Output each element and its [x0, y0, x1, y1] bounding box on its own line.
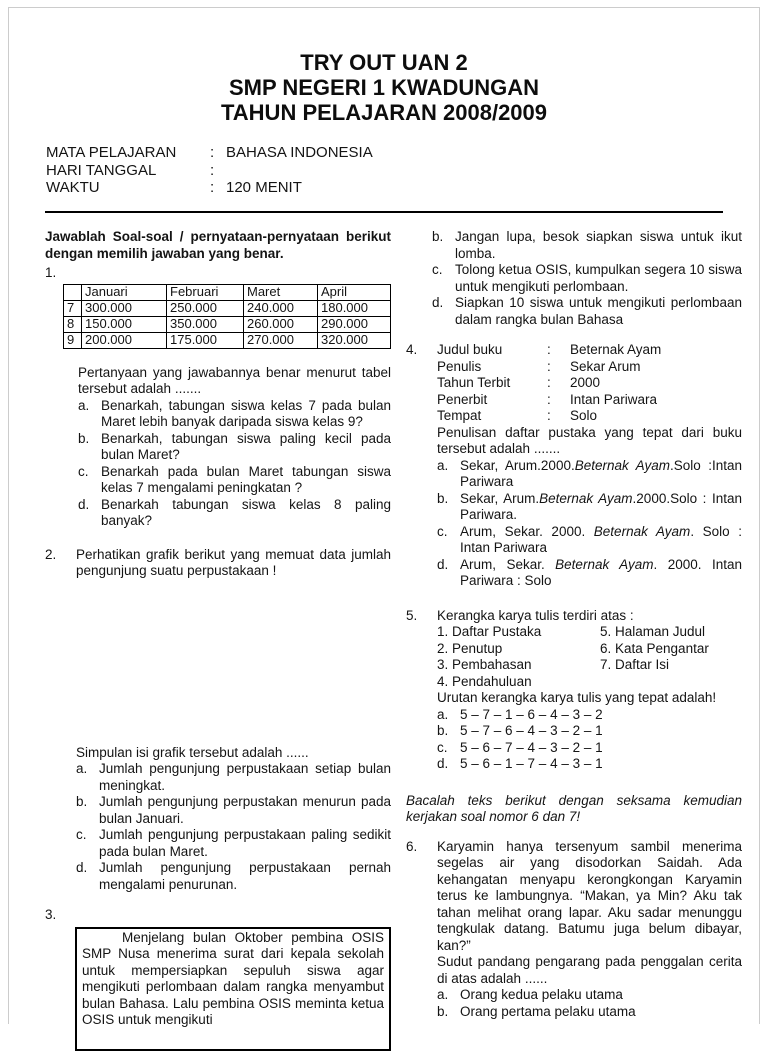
table-header-row [64, 284, 391, 300]
option-letter: a. [437, 987, 449, 1002]
book-field-title [437, 342, 742, 359]
table-cell: 290.000 [318, 316, 391, 332]
book-title: Beternak Ayam [574, 457, 671, 473]
option-d [78, 497, 391, 530]
question-2-conclusion: Simpulan isi grafik tersebut adalah ...... [76, 744, 309, 760]
option-b [432, 229, 742, 262]
option-c [76, 827, 391, 860]
field-colon: : [547, 408, 551, 423]
question-3-number: 3. [45, 907, 57, 922]
question-4-body [437, 342, 742, 590]
option-letter: a. [437, 706, 449, 722]
option-letter: b. [432, 229, 444, 244]
option-letter: d. [78, 496, 90, 512]
question-6-prompt: Sudut pandang pengarang pada penggalan cerita di atas adalah ...... [437, 954, 742, 986]
field-label: Penerbit [437, 391, 488, 407]
field-value: Beternak Ayam [570, 342, 662, 357]
option-letter: a. [437, 457, 449, 473]
option-text: 5 – 6 – 1 – 7 – 4 – 3 – 1 [460, 756, 603, 771]
question-5-heading: Kerangka karya tulis terdiri atas : [437, 607, 634, 623]
citation-pre: Arum, Sekar. 2000. [460, 523, 594, 539]
option-letter: b. [78, 430, 90, 446]
option-a [78, 398, 391, 431]
option-a [437, 987, 742, 1004]
question-6-body [437, 839, 742, 1021]
option-text: Tolong ketua OSIS, kumpulkan segera 10 siswa untuk mengikuti perlombaan. [455, 262, 742, 294]
book-title: Beternak Ayam [555, 556, 654, 572]
option-letter: c. [432, 262, 443, 277]
option-d [437, 557, 742, 590]
question-6 [406, 839, 742, 1021]
table-cell: 150.000 [82, 316, 167, 332]
question-4-text: Penulisan daftar pustaka yang tepat dari buku tersebut adalah ....... [437, 424, 742, 456]
table-cell: 350.000 [167, 316, 244, 332]
option-c [437, 524, 742, 557]
option-letter: c. [437, 739, 448, 755]
exam-title: TRY OUT UAN 2 [300, 50, 468, 75]
meta-row-date [46, 162, 373, 180]
option-text: Benarkah pada bulan Maret tabungan siswa kelas 7 mengalami peningkatan ? [101, 463, 391, 495]
table-header-cell [64, 284, 82, 300]
outline-item-row [437, 641, 742, 658]
outline-item: 4. Pendahuluan [437, 673, 532, 689]
meta-label: MATA PELAJARAN [46, 144, 177, 161]
meta-value: 120 MENIT [226, 179, 302, 196]
option-a [437, 707, 742, 724]
option-text [460, 491, 742, 524]
question-5-number: 5. [406, 607, 418, 623]
question-1-body [78, 365, 391, 530]
passage-box [75, 927, 391, 1051]
option-letter: d. [432, 295, 444, 310]
table-cell: 320.000 [318, 332, 391, 348]
option-letter: a. [76, 761, 88, 776]
option-text: 5 – 7 – 1 – 6 – 4 – 3 – 2 [460, 706, 603, 722]
savings-table [63, 284, 391, 349]
field-colon: : [547, 342, 551, 357]
option-b [76, 794, 391, 827]
table-row [64, 332, 391, 348]
field-colon: : [547, 358, 551, 374]
outline-item: 2. Penutup [437, 640, 503, 656]
table-row [64, 316, 391, 332]
option-text [460, 557, 742, 590]
meta-label: WAKTU [46, 179, 100, 196]
exam-meta [46, 144, 373, 197]
table-cell: 7 [64, 300, 82, 316]
field-value: 2000 [570, 375, 601, 390]
option-text: Orang pertama pelaku utama [460, 1003, 636, 1019]
option-text: Benarkah, tabungan siswa paling kecil pada bulan Maret? [101, 430, 391, 462]
citation-post: .Solo :Intan Pariwara [460, 457, 742, 489]
table-header-cell: Maret [244, 284, 318, 300]
option-text: Benarkah, tabungan siswa kelas 7 pada bulan Maret lebih banyak daripada siswa kelas 9? [101, 397, 391, 429]
field-value: Solo [570, 408, 598, 423]
citation-post: . Solo : Intan Pariwara [460, 523, 742, 555]
option-b [437, 723, 742, 740]
option-d [437, 756, 742, 773]
option-text: 5 – 6 – 7 – 4 – 3 – 2 – 1 [460, 739, 603, 755]
meta-colon: : [210, 161, 215, 179]
option-text: Jumlah pengunjung perpustakaan paling sedikit pada bulan Maret. [99, 827, 391, 859]
outline-item-row [437, 674, 742, 691]
option-letter: d. [76, 860, 88, 875]
table-cell: 180.000 [318, 300, 391, 316]
outline-item-row [437, 624, 742, 641]
meta-value: BAHASA INDONESIA [226, 144, 373, 161]
question-5-body [437, 608, 742, 773]
option-a [437, 458, 742, 491]
school-name: SMP NEGERI 1 KWADUNGAN [228, 75, 540, 100]
question-2-number: 2. [45, 546, 57, 562]
option-text: Jumlah pengunjung perpustakaan pernah mengalami penurunan. [99, 860, 391, 892]
table-cell: 260.000 [244, 316, 318, 332]
field-label: Penulis [437, 358, 482, 374]
option-letter: a. [78, 397, 90, 413]
field-colon: : [547, 391, 551, 407]
table-cell: 270.000 [244, 332, 318, 348]
option-d [432, 295, 742, 328]
option-letter: c. [76, 827, 87, 842]
general-instruction: Jawablah Soal-soal / pernyataan-pernyataan berikut dengan memilih jawaban yang benar. [45, 229, 391, 261]
outline-item-row [437, 657, 742, 674]
table-header-cell: Januari [82, 284, 167, 300]
book-field-place [437, 408, 742, 425]
outline-item: 1. Daftar Pustaka [437, 624, 542, 639]
option-a [76, 761, 391, 794]
outline-item: 6. Kata Pengantar [600, 640, 709, 656]
academic-year: TAHUN PELAJARAN 2008/2009 [220, 100, 548, 125]
table-cell: 9 [64, 332, 82, 348]
option-text: Benarkah tabungan siswa kelas 8 paling banyak? [101, 496, 391, 528]
graph-placeholder [76, 580, 391, 745]
option-text: 5 – 7 – 6 – 4 – 3 – 2 – 1 [460, 723, 603, 738]
option-text: Jangan lupa, besok siapkan siswa untuk ikut lomba. [455, 229, 742, 261]
question-3-options [432, 229, 742, 328]
question-2-body [76, 547, 391, 894]
option-b [78, 431, 391, 464]
citation-pre: Arum, Sekar. [460, 556, 556, 572]
option-c [437, 740, 742, 757]
question-1-text: Pertanyaan yang jawabannya benar menurut tabel tersebut adalah ....... [78, 364, 391, 396]
table-cell: 240.000 [244, 300, 318, 316]
left-column [45, 229, 391, 1051]
question-5 [406, 608, 742, 773]
field-label: Tahun Terbit [437, 375, 511, 390]
meta-row-duration [46, 179, 373, 197]
table-cell: 250.000 [167, 300, 244, 316]
book-title: Beternak Ayam [539, 490, 633, 506]
option-letter: d. [437, 556, 449, 572]
question-2 [45, 547, 391, 894]
option-c [432, 262, 742, 295]
book-field-year [437, 375, 742, 392]
book-field-publisher [437, 392, 742, 409]
header-divider [45, 211, 723, 213]
meta-colon: : [210, 179, 215, 196]
book-field-author [437, 359, 742, 376]
field-label: Tempat [437, 408, 482, 423]
citation-pre: Sekar, Arum. [460, 490, 540, 506]
meta-label: HARI TANGGAL [46, 161, 157, 179]
option-c [78, 464, 391, 497]
question-5-prompt: Urutan kerangka karya tulis yang tepat adalah! [437, 690, 717, 705]
option-letter: c. [78, 463, 89, 479]
question-1-number: 1. [45, 265, 57, 280]
field-value: Sekar Arum [570, 358, 641, 374]
outline-item: 5. Halaman Judul [600, 624, 706, 639]
option-b [437, 1004, 742, 1021]
table-cell: 175.000 [167, 332, 244, 348]
citation-pre: Sekar, Arum.2000. [460, 457, 575, 473]
option-letter: b. [437, 490, 449, 506]
option-b [437, 491, 742, 524]
option-letter: c. [437, 523, 448, 539]
question-6-number: 6. [406, 838, 418, 854]
citation-post: .2000.Solo : Intan Pariwara. [460, 490, 742, 522]
right-column [406, 229, 742, 1020]
option-letter: d. [437, 756, 449, 771]
question-4 [406, 342, 742, 590]
table-header-cell: Februari [167, 284, 244, 300]
option-text: Orang kedua pelaku utama [460, 987, 623, 1002]
book-title: Beternak Ayam [593, 523, 691, 539]
table-cell: 200.000 [82, 332, 167, 348]
option-text: Jumlah pengunjung perpustakan menurun pada bulan Januari. [99, 794, 391, 826]
table-cell: 300.000 [82, 300, 167, 316]
option-text [460, 458, 742, 491]
document-header [0, 50, 768, 125]
field-label: Judul buku [437, 342, 503, 357]
passage-text: Menjelang bulan Oktober pembina OSIS SMP Nusa menerima surat dari kepala sekolah untuk mempersiapkan sepuluh siswa agar mengikuti perlombaan dalam rangka menyambut bulan Bahasa. Lalu pembina OSIS meminta ketua OSIS untuk mengikuti [82, 929, 384, 1027]
question-4-number: 4. [406, 342, 418, 357]
outline-item: 7. Daftar Isi [600, 657, 670, 672]
outline-item [600, 674, 742, 691]
table-header-cell: April [318, 284, 391, 300]
reading-instruction: Bacalah teks berikut dengan seksama kemudian kerjakan soal nomor 6 dan 7! [406, 792, 742, 824]
meta-row-subject [46, 144, 373, 162]
option-d [76, 860, 391, 893]
outline-item: 3. Pembahasan [437, 657, 532, 672]
table-row [64, 300, 391, 316]
option-letter: b. [437, 723, 449, 738]
option-letter: b. [437, 1003, 449, 1019]
question-6-passage: Karyamin hanya tersenyum sambil menerima segelas air yang disodorkan Saidah. Ada kehangatan menyapu kerongkongan Karyamin terus ke lambungnya. “Makan, ya Min? Aku tak tahan melihat orang lapar. Aku sadar menunggu tengkulak datang. Batumu juga belum dibayar, kan?” [437, 838, 742, 953]
citation-post: . 2000. Intan Pariwara : Solo [460, 556, 742, 588]
option-text [460, 524, 742, 557]
table-cell: 8 [64, 316, 82, 332]
question-2-text: Perhatikan grafik berikut yang memuat data jumlah pengunjung suatu perpustakaan ! [76, 546, 391, 578]
option-letter: b. [76, 794, 88, 809]
option-text: Jumlah pengunjung perpustakaan setiap bulan meningkat. [99, 761, 391, 793]
option-text: Siapkan 10 siswa untuk mengikuti perlombaan dalam rangka bulan Bahasa [455, 295, 742, 327]
meta-colon: : [210, 144, 215, 161]
field-colon: : [547, 375, 551, 390]
field-value: Intan Pariwara [570, 391, 658, 407]
